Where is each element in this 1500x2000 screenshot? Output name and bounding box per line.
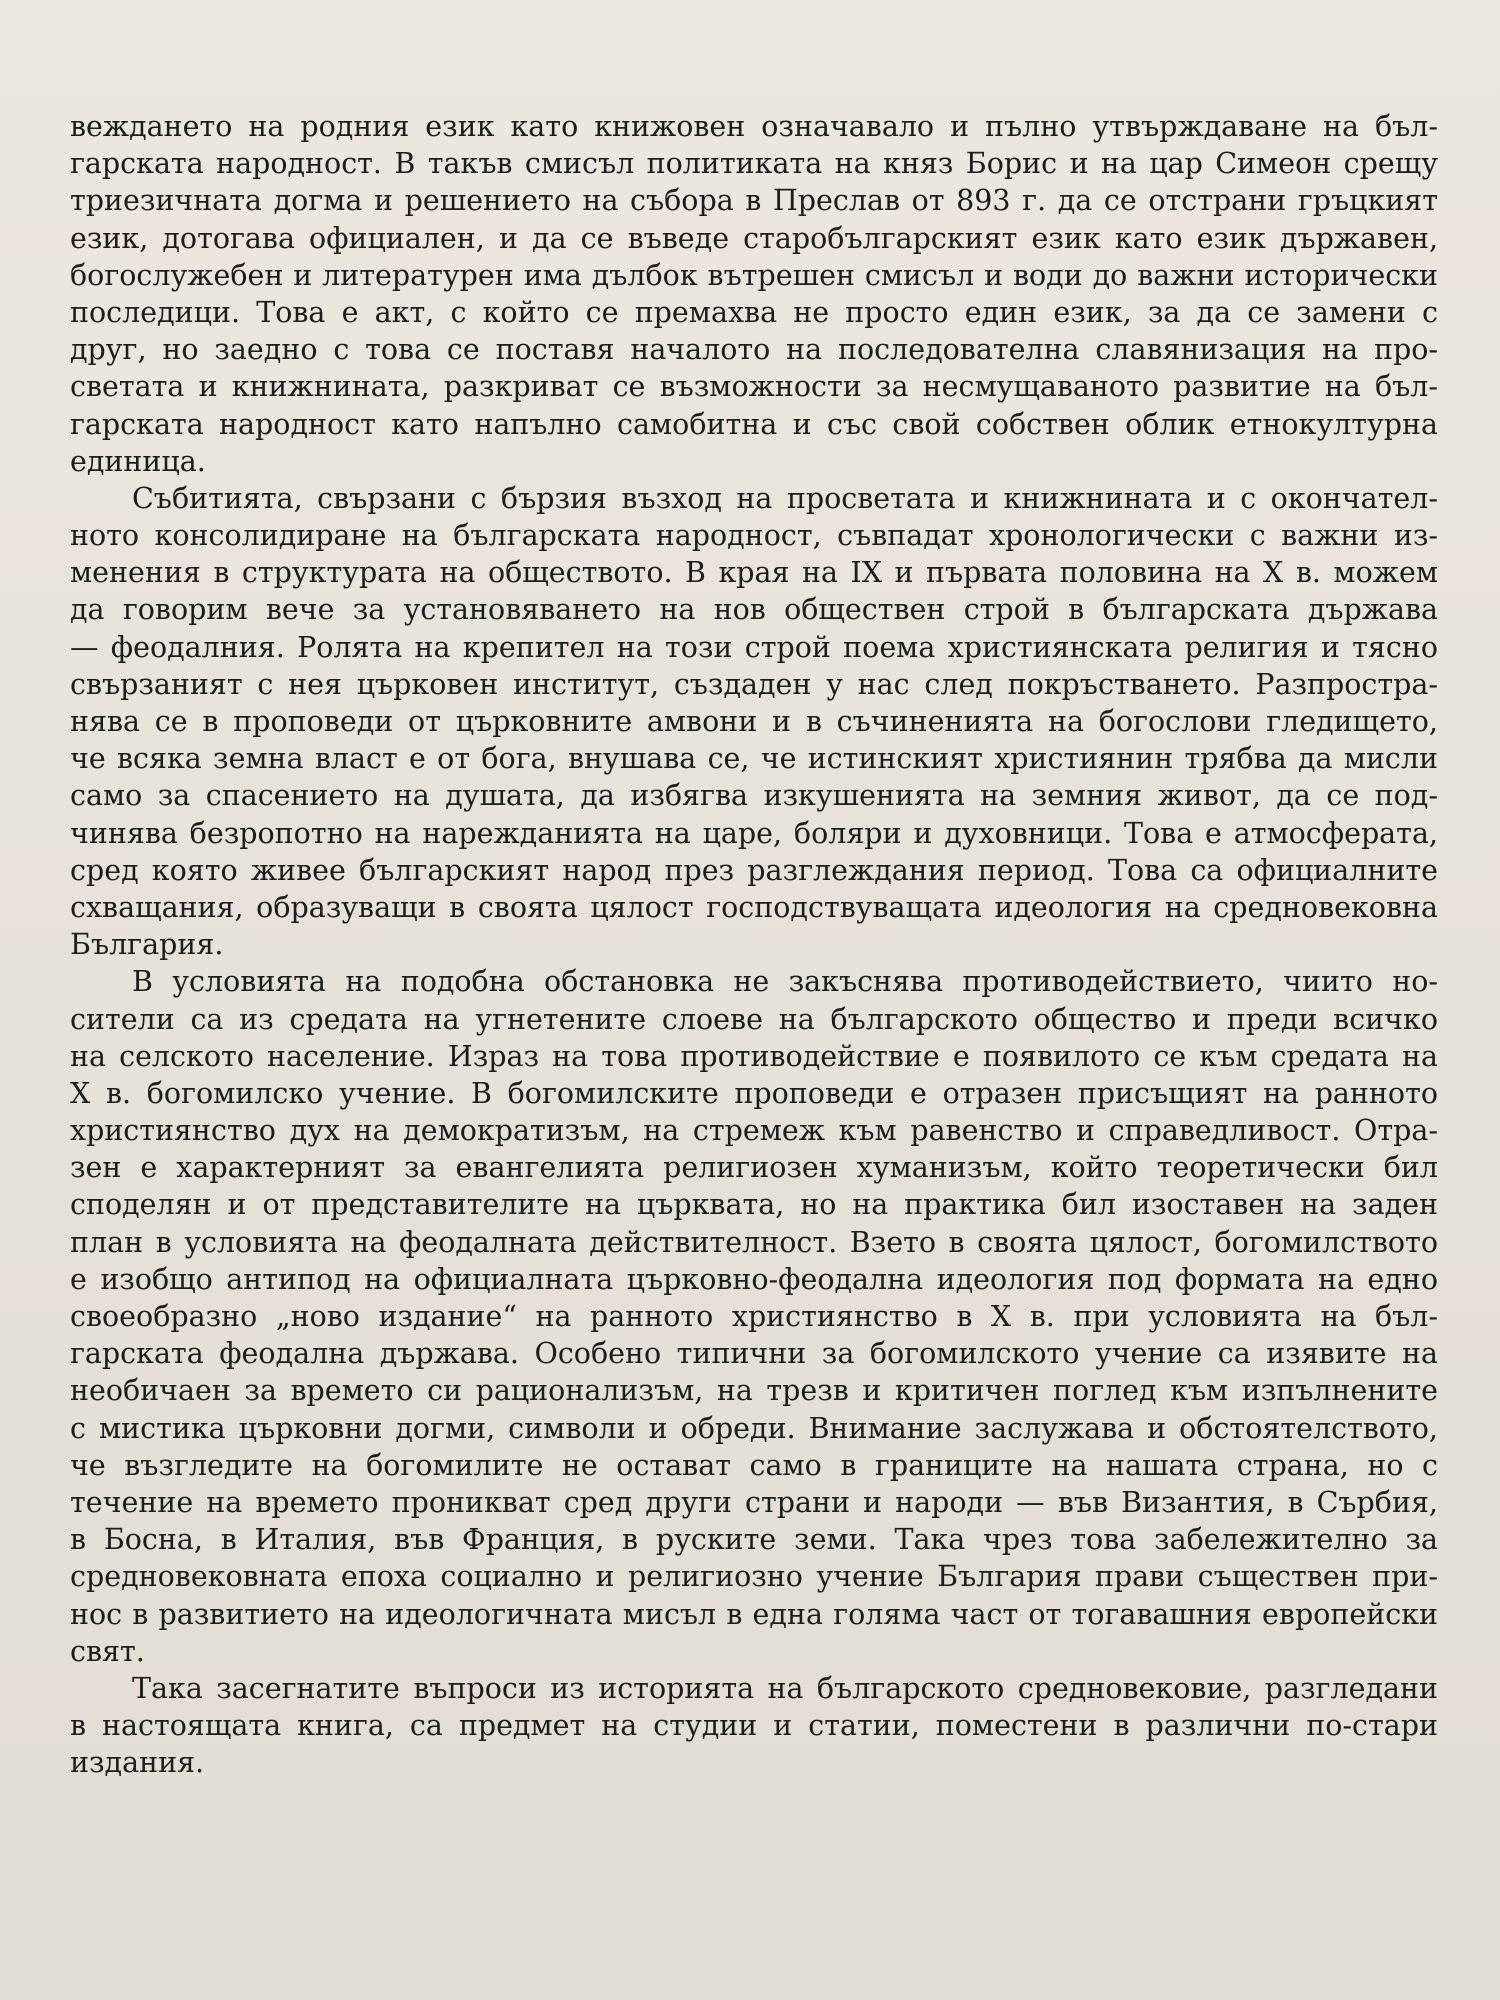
text-line: Събитията, свързани с бързия възход на просветата и книжнината и с окончател-	[132, 481, 1438, 515]
text-line: схващания, образуващи в своята цялост господствуващата идеология на средновековна	[70, 890, 1438, 924]
text-line: християнство дух на демократизъм, на стремеж към равенство и справедливост. Отра-	[70, 1114, 1438, 1148]
text-line: сред която живее българският народ през разглеждания период. Това са официалните	[70, 853, 1438, 887]
text-line: триезичната догма и решението на събора в Преслав от 893 г. да се отстрани гръцкият	[70, 184, 1438, 218]
text-line: е изобщо антипод на официалната църковно-феодална идеология под формата на едно	[70, 1262, 1438, 1296]
text-line: на селското население. Израз на това противодействие е появилото се към средата на	[70, 1039, 1438, 1073]
text-line: светата и книжнината, разкриват се възможности за несмущаваното развитие на бъл-	[70, 370, 1438, 404]
text-line: нос в развитието на идеологичната мисъл в една голяма част от тогавашния европейски	[70, 1597, 1438, 1631]
text-line: средновековната епоха социално и религиозно учение България прави съществен при-	[70, 1560, 1438, 1594]
text-line: Така засегнатите въпроси из историята на българското средновековие, разгледани	[132, 1671, 1438, 1705]
body-text	[70, 108, 1438, 1781]
text-line: България.	[70, 928, 224, 962]
paragraph	[70, 1670, 1438, 1782]
paragraph	[70, 963, 1438, 1670]
paragraph	[70, 108, 1438, 480]
text-line: вежданeто на родния език като книжовен означавало и пълно утвърждаване на бъл-	[70, 110, 1438, 143]
text-line: план в условията на феодалната действителност. Взето в своята цялост, богомилството	[70, 1225, 1438, 1259]
text-line: единица.	[70, 444, 206, 478]
text-line: чинява безропотно на нарежданията на царе, боляри и духовници. Това е атмосферата,	[70, 816, 1438, 850]
paragraph	[70, 480, 1438, 963]
text-line: последици. Това е акт, с който се премахва не просто един език, за да се замени с	[70, 295, 1438, 329]
text-line: зен е характерният за евангелията религиозен хуманизъм, който теоретически бил	[70, 1151, 1438, 1185]
text-line: X в. богомилско учение. В богомилските проповеди е отразен присъщият на ранното	[70, 1076, 1438, 1110]
text-line: гарската народност. В такъв смисъл политиката на княз Борис и на цар Симеон срещу	[70, 147, 1438, 181]
text-line: богослужебен и литературен има дълбок вътрешен смисъл и води до важни исторически	[70, 258, 1438, 292]
text-line: споделян и от представителите на църквата, но на практика бил изоставен на заден	[70, 1188, 1438, 1222]
text-line: да говорим вече за установяването на нов обществен строй в българската държава	[70, 593, 1438, 627]
text-line: нява се в проповеди от църковните амвони и в съчиненията на богослови гледището,	[70, 705, 1438, 738]
text-line: свят.	[70, 1634, 145, 1668]
text-line: че всяка земна власт е от бога, внушава се, че истинският християнин трябва да мисли	[70, 742, 1438, 776]
text-line: течение на времето проникват сред други страни и народи — във Византия, в Сърбия,	[70, 1485, 1438, 1519]
text-line: необичаен за времето си рационализъм, на трезв и критичен поглед към изпълнените	[70, 1374, 1438, 1408]
text-line: гарската феодална държава. Особено типични за богомилското учение са изявите на	[70, 1337, 1438, 1371]
text-line: с мистика църковни догми, символи и обреди. Внимание заслужава и обстоятелството,	[70, 1411, 1438, 1445]
text-line: друг, но заедно с това се поставя началото на последователна славянизация на про-	[70, 333, 1438, 367]
text-line: в Босна, в Италия, във Франция, в руските земи. Така чрез това забележително за	[70, 1523, 1438, 1557]
text-line: ното консолидиране на българската народност, съвпадат хронологически с важни из-	[70, 519, 1438, 553]
text-line: само за спасението на душата, да избягва изкушенията на земния живот, да се под-	[70, 779, 1438, 813]
text-line: че възгледите на богомилите не остават само в границите на нашата страна, но с	[70, 1448, 1438, 1482]
text-line: гарската народност като напълно самобитна и със свой собствен облик етнокултурна	[70, 407, 1438, 441]
text-line: сители са из средата на угнетените слоеве на българското общество и преди всичко	[70, 1002, 1438, 1036]
text-line: издания.	[70, 1746, 205, 1780]
text-line: свързаният с нея църковен институт, създаден у нас след покръстването. Разпростра-	[70, 667, 1438, 701]
text-line: в настоящата книга, са предмет на студии и статии, поместени в различни по-стари	[70, 1709, 1438, 1743]
text-line: — феодалния. Ролята на крепител на този строй поема християнската религия и тясно	[70, 630, 1438, 664]
text-line: език, дотогава официален, и да се въведе старобългарският език като език държавен,	[70, 221, 1438, 255]
text-line: В условията на подобна обстановка не закъснява противодействието, чиито но-	[132, 965, 1438, 999]
text-line: своеобразно „ново издание“ на ранното християнство в X в. при условията на бъл-	[70, 1300, 1438, 1333]
text-line: менения в структурата на обществото. В края на IX и първата половина на X в. можем	[70, 556, 1438, 590]
